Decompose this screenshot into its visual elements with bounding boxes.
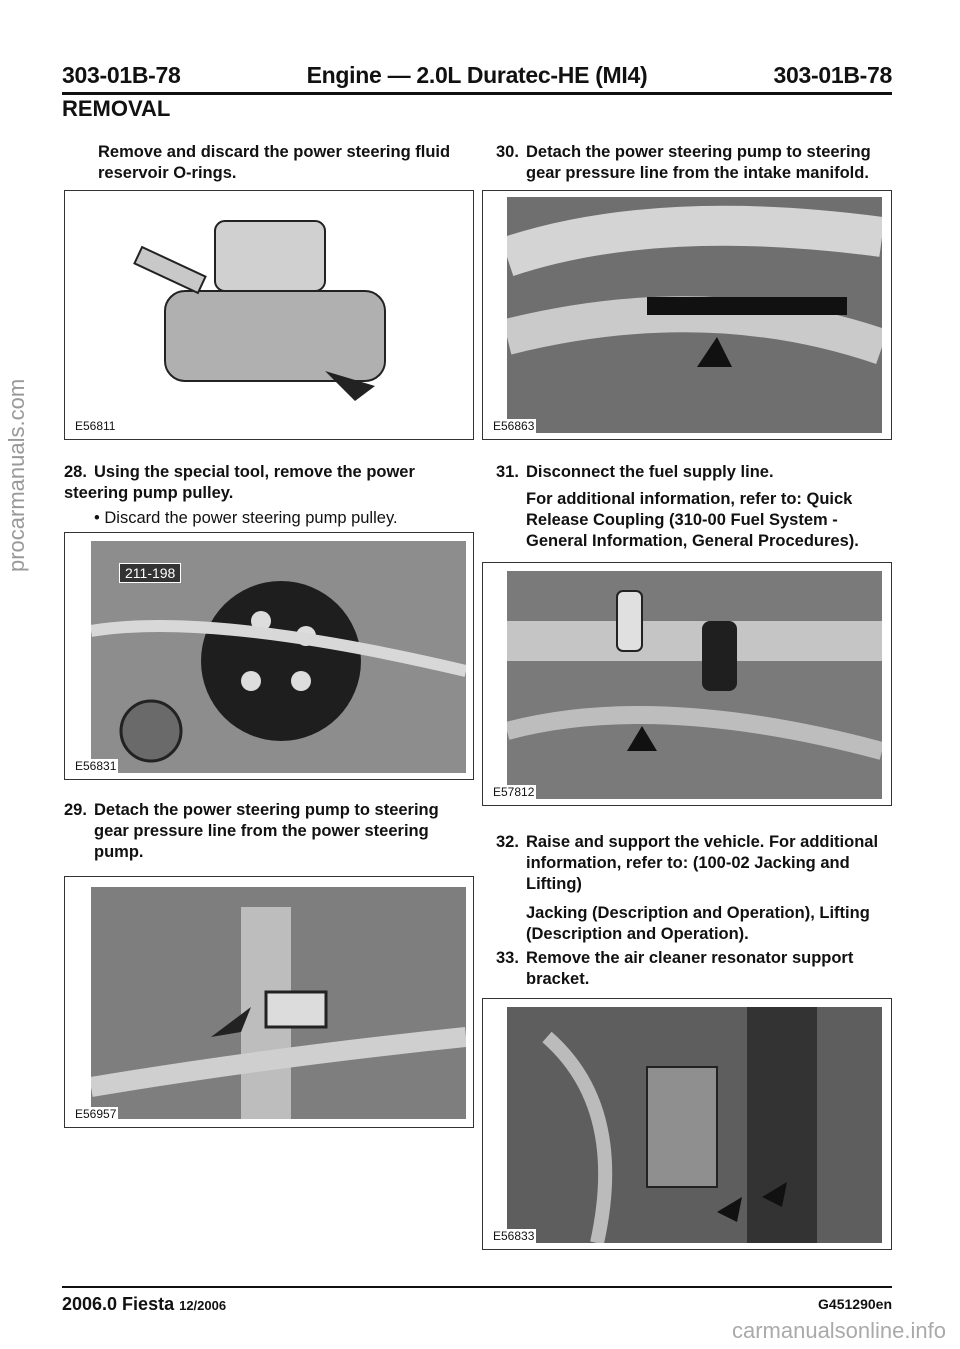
step-28-number: 28. xyxy=(64,463,87,481)
step-31-reference: For additional information, refer to: Quick Release Coupling (310-00 Fuel System - General Information, General Procedures). xyxy=(526,490,859,550)
fuel-line-photo xyxy=(507,571,882,799)
step-33-number: 33. xyxy=(496,949,519,967)
figure-e56831 xyxy=(64,532,474,780)
figure-e56957 xyxy=(64,876,474,1128)
step-32 xyxy=(496,832,896,945)
footer-doc-code: G451290en xyxy=(818,1296,892,1312)
step-30-number: 30. xyxy=(496,143,519,161)
step-31-text: Disconnect the fuel supply line. xyxy=(526,463,774,481)
step-30-text: Detach the power steering pump to steering gear pressure line from the intake manifold. xyxy=(526,143,871,182)
footer-rule xyxy=(62,1286,892,1288)
reservoir-illustration xyxy=(125,201,425,425)
bottom-watermark: carmanualsonline.info xyxy=(731,1318,946,1343)
footer-date: 12/2006 xyxy=(179,1298,227,1313)
figure-e57812 xyxy=(482,562,892,806)
step-32-reference: Jacking (Description and Operation), Lifting (Description and Operation). xyxy=(526,904,870,943)
pressure-line-photo xyxy=(91,887,466,1119)
step-31-number: 31. xyxy=(496,463,519,481)
figure-e56833 xyxy=(482,998,892,1250)
side-watermark: procarmanuals.com xyxy=(4,378,29,572)
step-29-number: 29. xyxy=(64,801,87,819)
footer-model-name: 2006.0 Fiesta xyxy=(62,1294,175,1314)
section-title: REMOVAL xyxy=(62,96,171,121)
step-28-bullet-text: Discard the power steering pump pulley. xyxy=(104,509,398,527)
step-32-text: Raise and support the vehicle. For additional information, refer to: (100-02 Jacking and Lifting) xyxy=(526,833,879,893)
resonator-bracket-photo xyxy=(507,1007,882,1243)
figure-code: E57812 xyxy=(493,785,535,799)
page-title: Engine — 2.0L Duratec-HE (MI4) xyxy=(306,62,648,88)
step-30 xyxy=(496,142,896,184)
figure-code: E56863 xyxy=(493,419,535,433)
step-33 xyxy=(496,948,896,990)
header-rule xyxy=(62,92,892,95)
page-number-left: 303-01B-78 xyxy=(62,62,181,88)
page-number-right: 303-01B-78 xyxy=(773,62,892,88)
figure-code: E56811 xyxy=(75,419,116,433)
footer-model xyxy=(62,1294,226,1315)
step-28-bullet xyxy=(64,508,474,529)
figure-code: E56833 xyxy=(493,1229,535,1243)
step-32-number: 32. xyxy=(496,833,519,851)
figure-code: E56831 xyxy=(75,759,117,773)
intake-manifold-photo xyxy=(507,197,882,433)
step-28-text: Using the special tool, remove the power steering pump pulley. xyxy=(64,463,415,502)
step-29-text: Detach the power steering pump to steering gear pressure line from the power steering pump. xyxy=(94,801,439,861)
bullet-icon: • xyxy=(94,509,105,527)
step-27-text: Remove and discard the power steering fluid reservoir O-rings. xyxy=(98,143,451,182)
step-31 xyxy=(496,462,896,552)
page-header xyxy=(62,62,892,92)
step-29 xyxy=(64,800,474,863)
figure-code: E56957 xyxy=(75,1107,117,1121)
step-33-text: Remove the air cleaner resonator support bracket. xyxy=(526,949,854,988)
figure-e56863 xyxy=(482,190,892,440)
figure-e56811 xyxy=(64,190,474,440)
special-tool-badge: 211-198 xyxy=(119,563,181,583)
step-28 xyxy=(64,462,474,529)
